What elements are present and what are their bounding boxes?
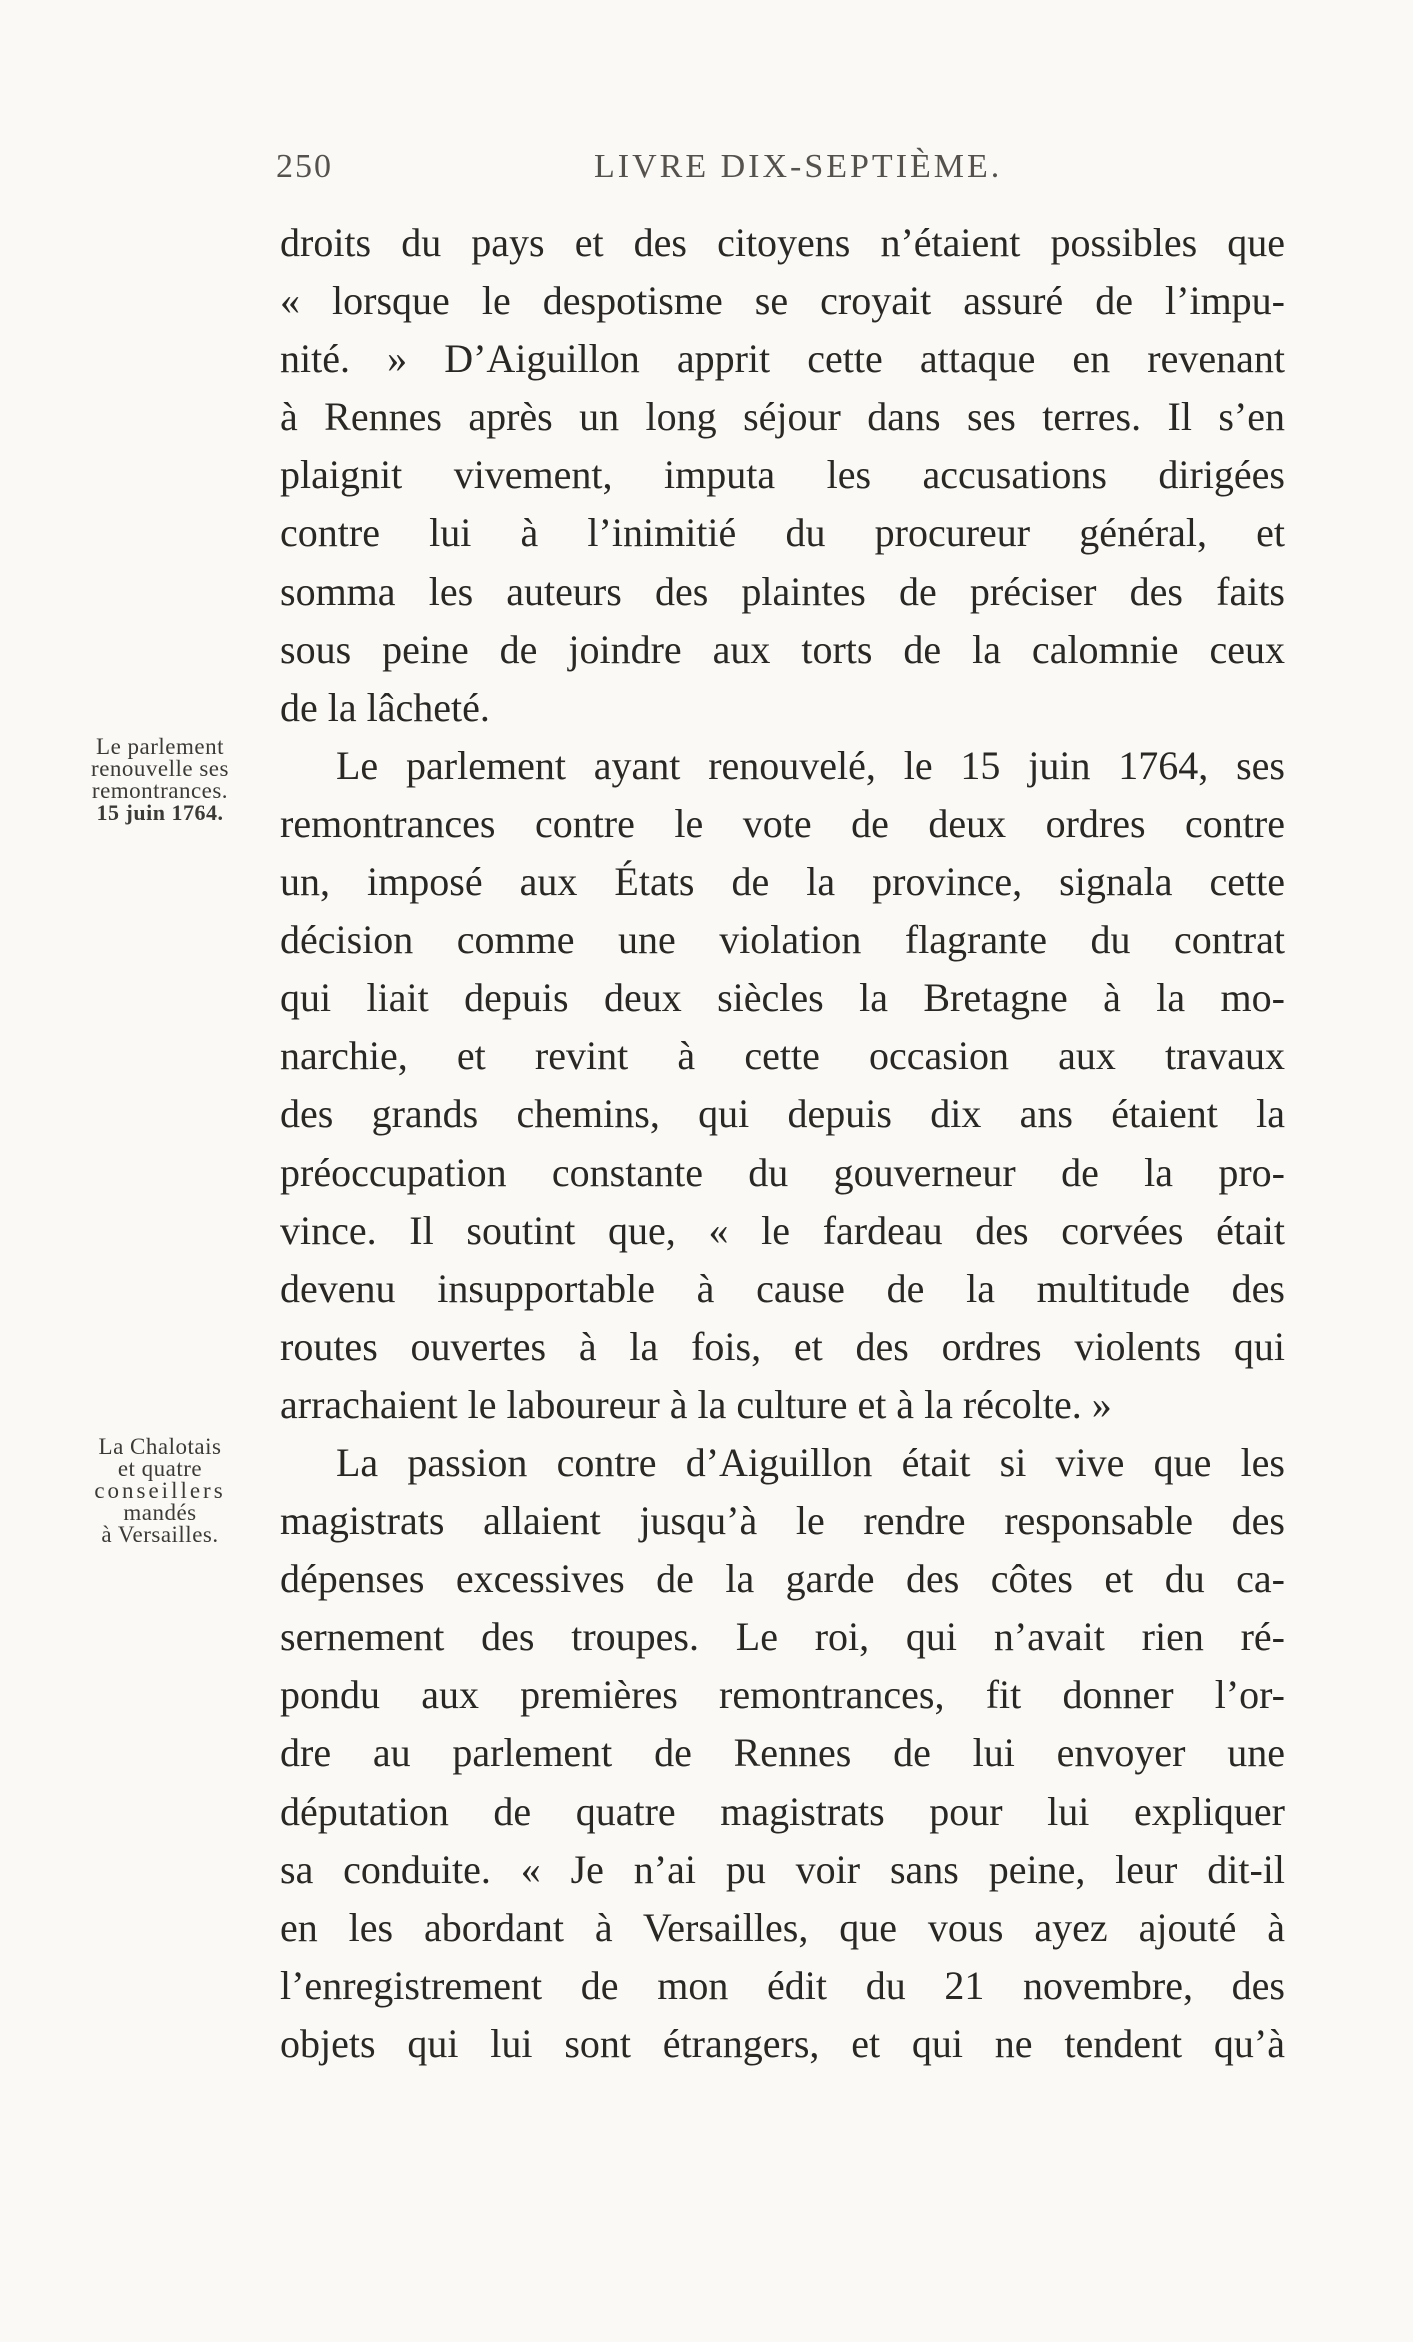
paragraph-start-line: La passion contre d’Aiguillon était si vive que les	[336, 1439, 1285, 1485]
text-line: qui liait depuis deux siècles la Bretagne à la mo-	[280, 975, 1285, 1021]
text-line: dépenses excessives de la garde des côtes et du ca-	[280, 1556, 1285, 1602]
text-line: nité. » D’Aiguillon apprit cette attaque en revenant	[280, 336, 1285, 382]
text-line: députation de quatre magistrats pour lui expliquer	[280, 1788, 1285, 1834]
text-line: routes ouvertes à la fois, et des ordres violents qui	[280, 1323, 1285, 1369]
text-line: narchie, et revint à cette occasion aux travaux	[280, 1033, 1285, 1079]
margin-note-line: renouvelle ses	[91, 756, 229, 781]
text-line: objets qui lui sont étrangers, et qui ne tendent qu’à	[280, 2020, 1285, 2066]
text-line: sous peine de joindre aux torts de la calomnie ceux	[280, 626, 1285, 672]
text-line: à Rennes après un long séjour dans ses terres. Il s’en	[280, 394, 1285, 440]
text-line: sernement des troupes. Le roi, qui n’avait rien ré-	[280, 1614, 1285, 1660]
margin-note-line: La Chalotais	[98, 1434, 222, 1459]
text-line: devenu insupportable à cause de la multitude des	[280, 1265, 1285, 1311]
running-title: LIVRE DIX-SEPTIÈME.	[594, 148, 1003, 185]
margin-note-line: mandés	[123, 1500, 197, 1525]
text-line: pondu aux premières remontrances, fit donner l’or-	[280, 1672, 1285, 1718]
text-line: contre lui à l’inimitié du procureur général, et	[280, 510, 1285, 556]
text-line: droits du pays et des citoyens n’étaient possibles que	[280, 220, 1285, 265]
text-line: magistrats allaient jusqu’à le rendre responsable des	[280, 1498, 1285, 1544]
margin-note-line: Le parlement	[96, 734, 224, 759]
margin-note-line: et quatre	[117, 1456, 203, 1481]
text-line: en les abordant à Versailles, que vous ayez ajouté à	[280, 1904, 1285, 1950]
margin-note-line: à Versailles.	[101, 1522, 219, 1547]
margin-note-date: 15 juin 1764.	[96, 800, 224, 825]
text-line: somma les auteurs des plaintes de préciser des faits	[280, 568, 1285, 614]
text-line: des grands chemins, qui depuis dix ans étaient la	[280, 1091, 1285, 1137]
text-line: sa conduite. « Je n’ai pu voir sans peine, leur dit-il	[280, 1846, 1285, 1892]
margin-note-line: remontrances.	[91, 778, 229, 803]
body-text	[280, 214, 1285, 2073]
text-line: remontrances contre le vote de deux ordres contre	[280, 800, 1285, 846]
text-line: dre au parlement de Rennes de lui envoyer une	[280, 1730, 1285, 1776]
text-line: vince. Il soutint que, « le fardeau des corvées était	[280, 1207, 1285, 1253]
running-header	[276, 148, 1286, 194]
margin-note-parlement	[50, 736, 270, 824]
text-line: un, imposé aux États de la province, signala cette	[280, 859, 1285, 905]
paragraph-start-line: Le parlement ayant renouvelé, le 15 juin 1764, ses	[336, 742, 1285, 788]
margin-note-chalotais	[50, 1436, 270, 1546]
text-line: arrachaient le laboureur à la culture et à la récolte. »	[280, 1381, 1112, 1427]
text-line: préoccupation constante du gouverneur de la pro-	[280, 1149, 1285, 1195]
text-line: plaignit vivement, imputa les accusations dirigées	[280, 452, 1285, 498]
text-line: « lorsque le despotisme se croyait assuré de l’impu-	[280, 278, 1285, 324]
margin-note-line: conseillers	[94, 1478, 226, 1503]
text-line: décision comme une violation flagrante du contrat	[280, 917, 1285, 963]
text-line: de la lâcheté.	[280, 684, 490, 730]
page-number: 250	[276, 148, 333, 185]
text-line: l’enregistrement de mon édit du 21 novembre, des	[280, 1962, 1285, 2008]
